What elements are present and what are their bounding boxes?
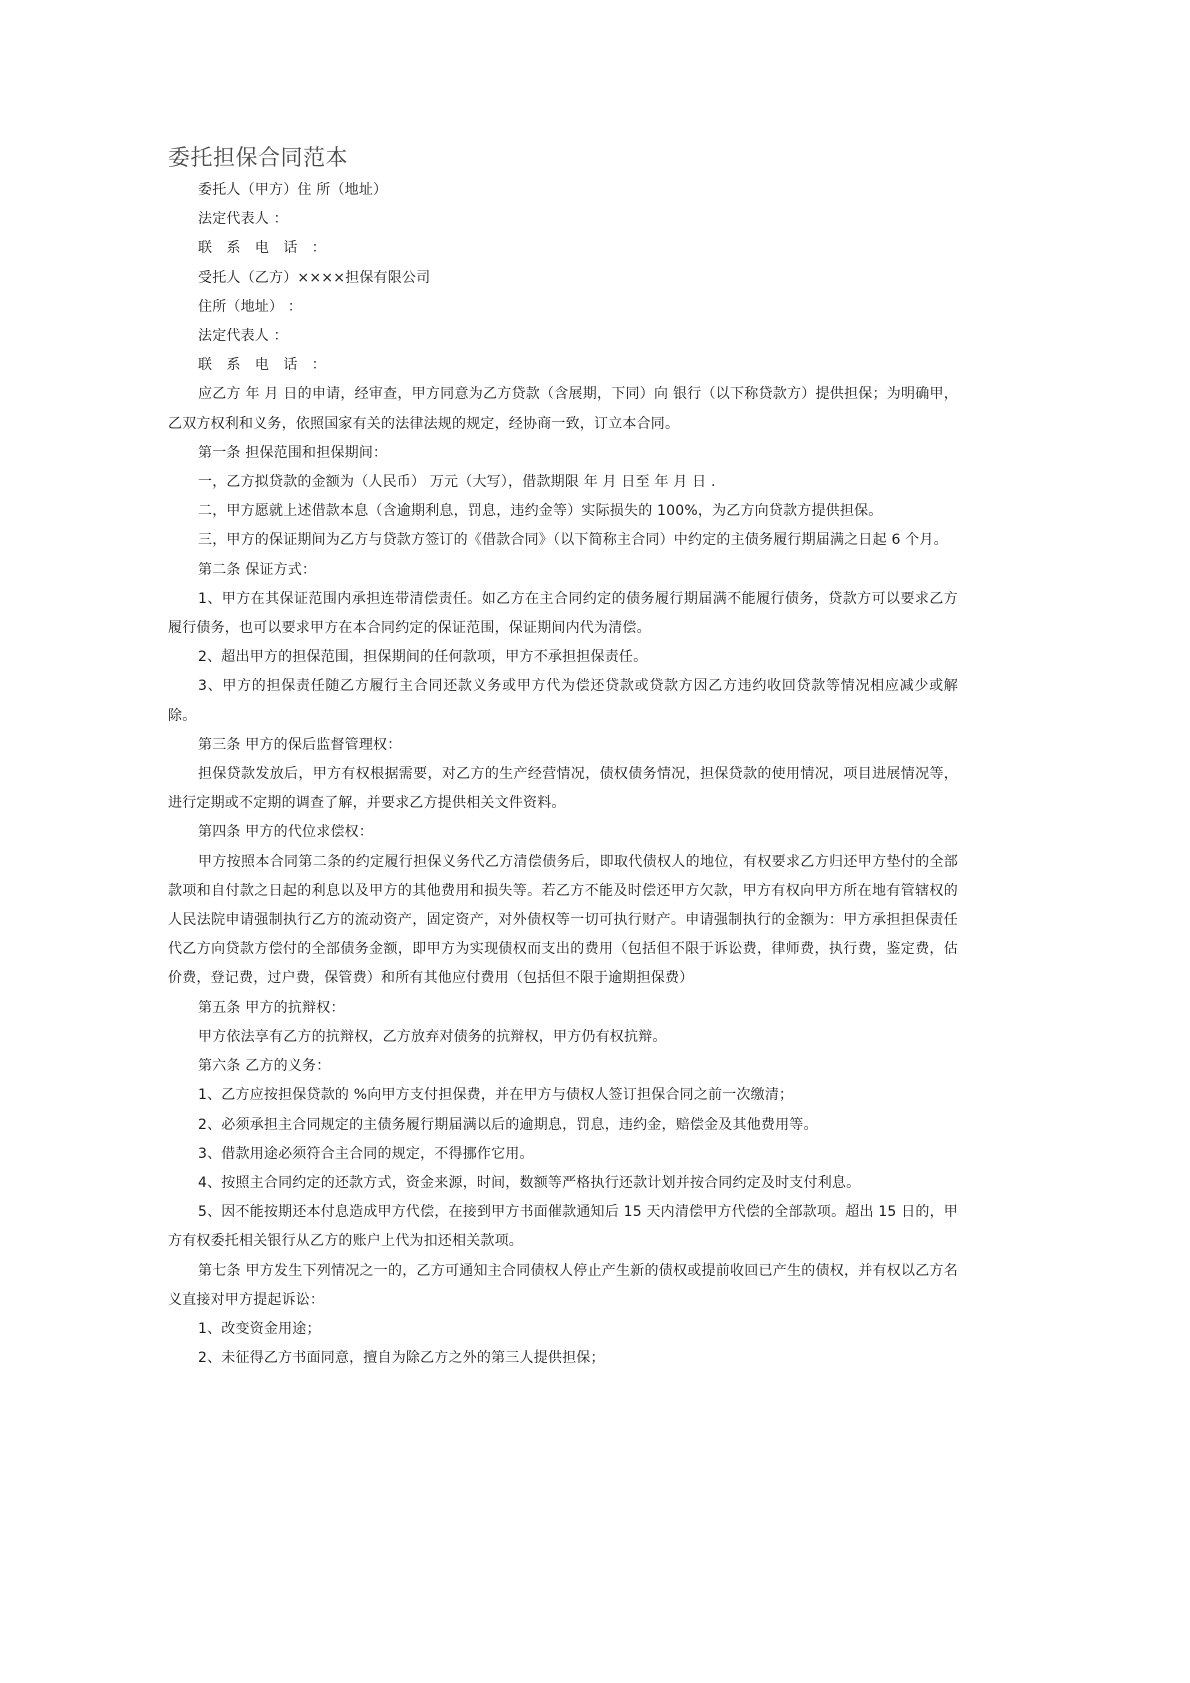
article-6-clause-1: 1、乙方应按担保贷款的 %向甲方支付担保费，并在甲方与债权人签订担保合同之前一次缴清；	[198, 1087, 794, 1104]
party-b-name: 受托人（乙方）××××担保有限公司	[198, 269, 431, 286]
article-7-clause-2: 2、未征得乙方书面同意，擅自为除乙方之外的第三人提供担保；	[198, 1350, 605, 1367]
preamble-paragraph: 应乙方 年 月 日的申请，经审查，甲方同意为乙方贷款（含展期，下同）向 银行（以下称贷款方）提供担保；为明确甲，乙双方权利和义务，依照国家有关的法律法规的规定，经协商一致，订立本合同。	[168, 386, 958, 432]
party-a-legal-representative: 法定代表人 ：	[198, 211, 288, 228]
article-2-clause-2: 2、超出甲方的担保范围，担保期间的任何款项，甲方不承担担保责任。	[198, 649, 648, 666]
article-1-heading: 第一条 担保范围和担保期间：	[198, 444, 388, 461]
article-1-clause-1: 一，乙方拟贷款的金额为（人民币） 万元（大写），借款期限 年 月 日至 年 月 日 .	[198, 474, 716, 491]
article-2-clause-3: 3、甲方的担保责任随乙方履行主合同还款义务或甲方代为偿还贷款或贷款方因乙方违约收回贷款等情况相应减少或解除。	[168, 678, 958, 724]
article-4-heading: 第四条 甲方的代位求偿权：	[198, 824, 374, 841]
party-b-address: 住所（地址） ：	[198, 298, 303, 315]
party-a-address: 委托人（甲方）住 所（地址）	[198, 182, 388, 198]
article-6-clause-5: 5、因不能按期还本付息造成甲方代偿，在接到甲方书面催款通知后 15 天内清偿甲方代偿的全部款项。超出 15 日的，甲方有权委托相关银行从乙方的账户上代为扣还相关款项。	[168, 1204, 958, 1250]
party-b-phone: 联 系 电 话 ：	[198, 357, 331, 374]
article-2-clause-1: 1、甲方在其保证范围内承担连带清偿责任。如乙方在主合同约定的债务履行期届满不能履行债务，贷款方可以要求乙方履行债务，也可以要求甲方在本合同约定的保证范围，保证期间内代为清偿。	[168, 590, 958, 637]
article-6-clause-3: 3、借款用途必须符合主合同的规定，不得挪作它用。	[198, 1145, 534, 1162]
article-4-body: 甲方按照本合同第二条的约定履行担保义务代乙方清偿债务后，即取代债权人的地位，有权要求乙方归还甲方垫付的全部款项和自付款之日起的利息以及甲方的其他费用和损失等。若乙方不能及时偿还甲方欠款，甲方有权向甲方所在地有管辖权的人民法院申请强制执行乙方的流动资产，固定资产，对外债权等一切可执行财产。申请强制执行的金额为：甲方承担担保责任代乙方向贷款方偿付的全部债务金额，即甲方为实现债权而支出的费用（包括但不限于诉讼费，律师费，执行费，鉴定费，估价费，登记费，过户费，保管费）和所有其他应付费用（包括但不限于逾期担保费）	[168, 853, 958, 987]
article-7-heading: 第七条 甲方发生下列情况之一的，乙方可通知主合同债权人停止产生新的债权或提前收回已产生的债权，并有权以乙方名义直接对甲方提起诉讼：	[168, 1262, 958, 1308]
article-3-heading: 第三条 甲方的保后监督管理权：	[198, 736, 402, 753]
article-1-clause-3: 三，甲方的保证期间为乙方与贷款方签订的《借款合同》（以下简称主合同）中约定的主债务履行期届满之日起 6 个月。	[198, 532, 948, 549]
article-2-heading: 第二条 保证方式：	[198, 561, 317, 578]
article-6-heading: 第六条 乙方的义务：	[198, 1058, 331, 1075]
party-a-phone: 联 系 电 话 ：	[198, 240, 331, 257]
article-3-body: 担保贷款发放后，甲方有权根据需要，对乙方的生产经营情况，债权债务情况，担保贷款的使用情况，项目进展情况等，进行定期或不定期的调查了解，并要求乙方提供相关文件资料。	[168, 766, 958, 812]
document-page	[168, 142, 958, 1373]
article-6-clause-4: 4、按照主合同约定的还款方式，资金来源，时间，数额等严格执行还款计划并按合同约定及时支付利息。	[198, 1174, 861, 1191]
article-6-clause-2: 2、必须承担主合同规定的主债务履行期届满以后的逾期息，罚息，违约金，赔偿金及其他费用等。	[198, 1116, 818, 1133]
article-7-clause-1: 1、改变资金用途；	[198, 1320, 321, 1337]
article-5-heading: 第五条 甲方的抗辩权：	[198, 999, 345, 1016]
article-1-clause-2: 二，甲方愿就上述借款本息（含逾期利息，罚息，违约金等）实际损失的 100%，为乙方向贷款方提供担保。	[198, 503, 883, 520]
article-5-body: 甲方依法享有乙方的抗辩权，乙方放弃对债务的抗辩权，甲方仍有权抗辩。	[198, 1028, 667, 1045]
party-b-legal-representative: 法定代表人 ：	[198, 328, 288, 345]
document-title: 委托担保合同范本	[168, 146, 349, 171]
